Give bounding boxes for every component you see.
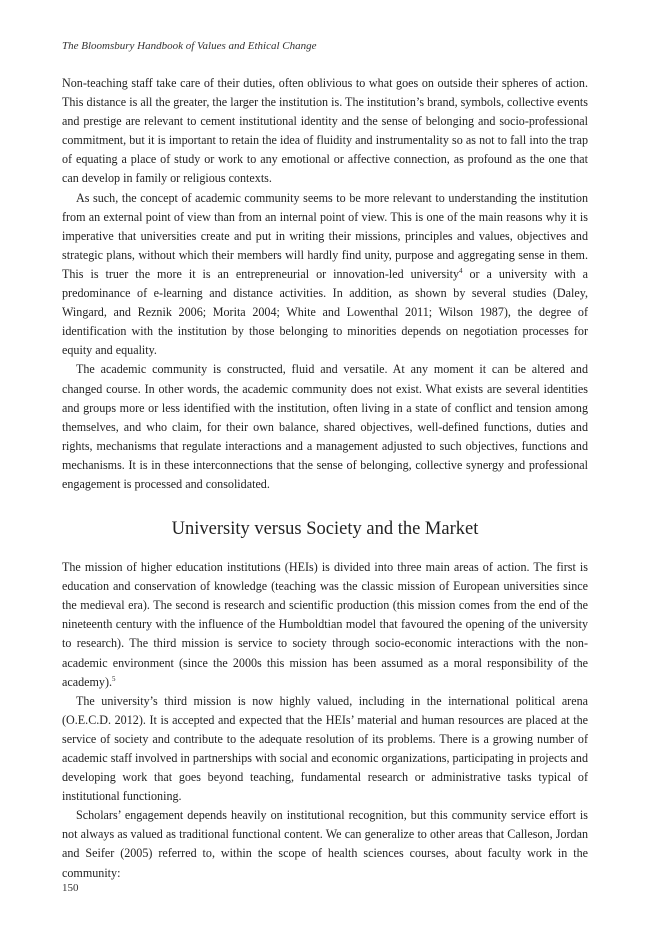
paragraph-text: or a university with a predominance of e-learning and distance activities. In addition, as shown by several studies (Daley, Wingard, and Reznik 2006; Morita 2004; White and Lowenthal 2011; Wilson 1987), the degree of identification with the institution by those belonging to minorities depends on negotiation processes for equity and equality. xyxy=(62,266,588,358)
paragraph-text: As such, the concept of academic community seems to be more relevant to understanding the institution from an external point of view than from an internal point of view. This is one of the main reasons why it is imperative that universities create and put in writing their missions, principles and values, objectives and strategic plans, without which their members will hardly find unity, purpose and aggregating sense in them. This is truer the more it is an entrepreneurial or innovation-led university xyxy=(62,190,588,281)
paragraph: The university’s third mission is now highly valued, including in the international political arena (O.E.C.D. 2012). It is accepted and expected that the HEIs’ material and human resources are placed at the service of society and contribute to the adequate resolution of its problems. There is a growing number of academic staff involved in partnerships with social and economic organizations, participating in projects and developing work that goes beyond teaching, fundamental research or administrative tasks typical of institutional functioning. xyxy=(62,693,588,804)
paragraph: Scholars’ engagement depends heavily on institutional recognition, but this community service effort is not always as valued as traditional functional content. We can generalize to other areas that Calleson, Jordan and Seifer (2005) referred to, within the scope of health sciences courses, about faculty work in the community: xyxy=(62,808,588,880)
section-heading: University versus Society and the Market xyxy=(171,519,479,540)
paragraph xyxy=(62,189,588,361)
paragraph-text: The mission of higher education institutions (HEIs) is divided into three main areas of action. The first is education and conservation of knowledge (teaching was the classic mission of European universities since the medieval era). The second is research and scientific production (this mission comes from the end of the nineteenth century with the influence of the Humboldtian model that favoured the opening of the university to research). The third mission is service to society through socio-economic interactions with the non-academic environment (since the 2000s this mission has been assumed as a moral responsibility of the academy). xyxy=(62,560,588,689)
footnote-marker[interactable]: 4 xyxy=(459,266,463,275)
paragraph: The academic community is constructed, fluid and versatile. At any moment it can be altered and changed course. In other words, the academic community does not exist. What exists are several identities and groups more or less identified with the institution, often living in a state of conflict and tension among themselves, and who claim, for their own balance, shared objectives, well-defined functions, duties and rights, mechanisms that regulate interactions and a management adjusted to such objectives, functions and mechanisms. It is in these interconnections that the sense of belonging, collective synergy and professional engagement is processed and consolidated. xyxy=(62,362,588,491)
running-head: The Bloomsbury Handbook of Values and Ethical Change xyxy=(62,40,317,52)
page-body xyxy=(62,74,588,883)
footnote-marker[interactable]: 5 xyxy=(112,674,116,683)
paragraph xyxy=(62,558,588,692)
page-number: 150 xyxy=(62,882,79,894)
paragraph: Non-teaching staff take care of their duties, often oblivious to what goes on outside their spheres of action. This distance is all the greater, the larger the institution is. The institution’s brand, symbols, collective events and prestige are relevant to cement institutional identity and the sense of belonging and socio-professional commitment, but it is important to retain the idea of fluidity and instrumentality so as not to fall into the trap of equating a place of study or work to any emotional or affective connection, as profound as the one that can develop in family or religious contexts. xyxy=(62,76,588,186)
